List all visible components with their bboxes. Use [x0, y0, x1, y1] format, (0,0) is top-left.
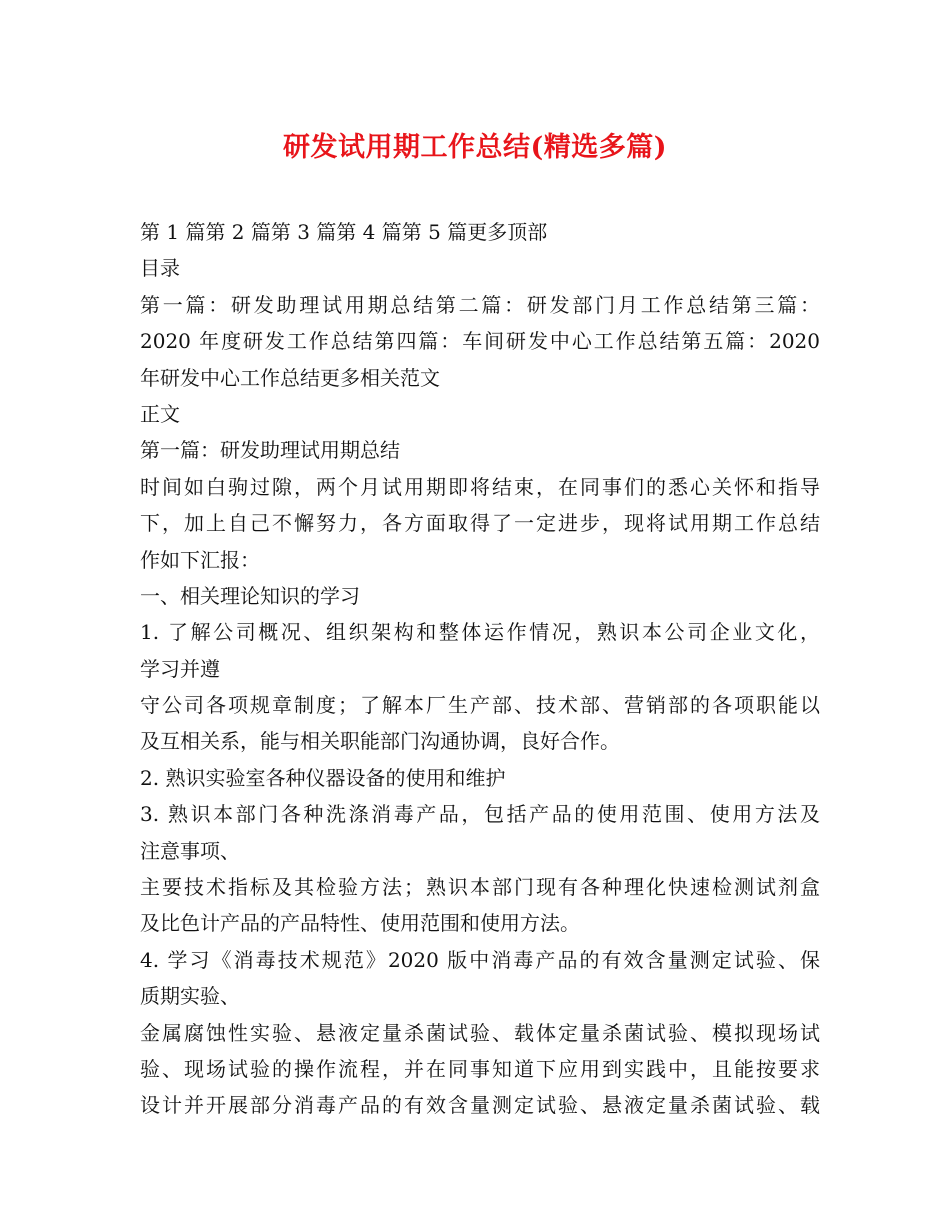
- paragraph-line: 金属腐蚀性实验、悬液定量杀菌试验、载体定量杀菌试验、模拟现场试: [140, 1020, 820, 1045]
- paragraph-line: 4. 学习《消毒技术规范》2020 版中消毒产品的有效含量测定试验、保: [140, 947, 820, 972]
- paragraph-line: 质期实验、: [140, 984, 240, 1009]
- toc-line: 年研发中心工作总结更多相关范文: [140, 365, 440, 390]
- paragraph-line: 验、现场试验的操作流程，并在同事知道下应用到实践中，且能按要求: [140, 1056, 820, 1081]
- paragraph-line: 及比色计产品的产品特性、使用范围和使用方法。: [140, 911, 580, 936]
- paragraph-line: 1. 了解公司概况、组织架构和整体运作情况，熟识本公司企业文化，: [140, 620, 820, 645]
- document-body: [140, 214, 820, 1124]
- paragraph-line: 守公司各项规章制度；了解本厂生产部、技术部、营销部的各项职能以: [140, 693, 820, 718]
- body-heading: 正文: [140, 401, 180, 426]
- paragraph-line: 3. 熟识本部门各种洗涤消毒产品，包括产品的使用范围、使用方法及: [140, 802, 820, 827]
- paragraph-line: 时间如白驹过隙，两个月试用期即将结束，在同事们的悉心关怀和指导: [140, 474, 820, 499]
- subsection-heading: 一、相关理论知识的学习: [140, 583, 360, 608]
- paragraph-line: 2. 熟识实验室各种仪器设备的使用和维护: [140, 765, 506, 790]
- paragraph-line: 主要技术指标及其检验方法；熟识本部门现有各种理化快速检测试剂盒: [140, 875, 820, 900]
- paragraph-line: 作如下汇报：: [140, 547, 260, 572]
- document-title: 研发试用期工作总结(精选多篇): [282, 132, 668, 163]
- section-heading: 第一篇：研发助理试用期总结: [140, 438, 400, 463]
- paragraph-line: 下，加上自己不懈努力，各方面取得了一定进步，现将试用期工作总结: [140, 511, 820, 536]
- paragraph-line: 学习并遵: [140, 656, 220, 681]
- toc-line: 第一篇：研发助理试用期总结第二篇：研发部门月工作总结第三篇：: [140, 292, 820, 317]
- toc-line: 2020 年度研发工作总结第四篇：车间研发中心工作总结第五篇：2020: [140, 329, 820, 354]
- nav-links-line: 第 1 篇第 2 篇第 3 篇第 4 篇第 5 篇更多顶部: [140, 220, 548, 244]
- paragraph-line: 注意事项、: [140, 838, 240, 863]
- paragraph-line: 设计并开展部分消毒产品的有效含量测定试验、悬液定量杀菌试验、载: [140, 1093, 820, 1118]
- toc-heading: 目录: [140, 256, 180, 281]
- paragraph-line: 及互相关系，能与相关职能部门沟通协调，良好合作。: [140, 729, 620, 754]
